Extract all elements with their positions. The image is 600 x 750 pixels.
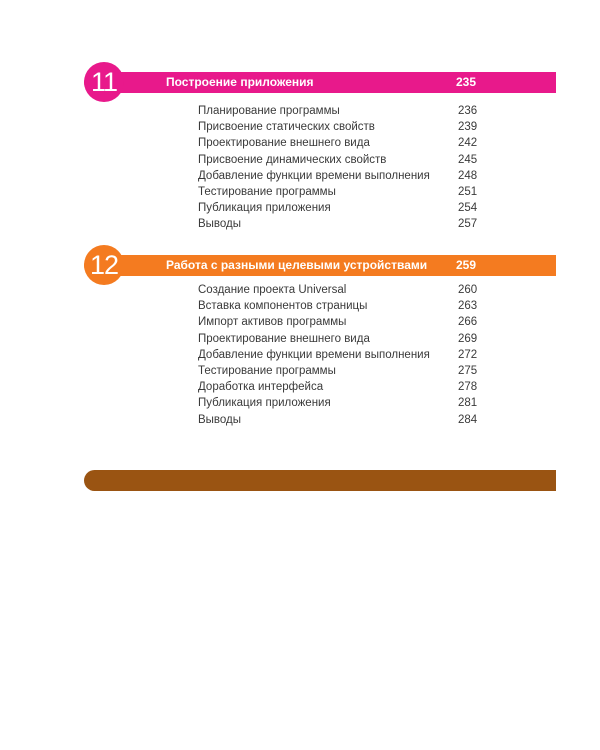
toc-entry[interactable]	[198, 168, 480, 184]
toc-entry[interactable]	[198, 395, 480, 411]
toc-entry-label: Планирование программы	[198, 105, 340, 117]
toc-entry-label: Присвоение статических свойств	[198, 121, 375, 134]
chapter-12-title[interactable]: Работа с разными целевыми устройствами	[166, 258, 428, 272]
toc-entry[interactable]	[198, 282, 480, 298]
toc-entry[interactable]	[198, 363, 480, 379]
toc-entry[interactable]	[198, 331, 480, 347]
toc-entry-page: 242	[458, 137, 478, 150]
toc-entry-label: Создание проекта Universal	[198, 284, 347, 296]
toc-entry[interactable]	[198, 216, 480, 232]
toc-entry[interactable]	[198, 200, 480, 216]
footer-bar	[84, 470, 556, 491]
toc-entry-page: 251	[458, 185, 478, 198]
toc-entry-label: Проектирование внешнего вида	[198, 137, 370, 150]
toc-entry-label: Проектирование внешнего вида	[198, 332, 370, 345]
toc-entry-page: 275	[458, 364, 478, 377]
toc-entry[interactable]	[198, 184, 480, 200]
toc-entry-page: 254	[458, 202, 478, 215]
toc-entry-page: 266	[458, 316, 478, 329]
toc-entry[interactable]	[198, 412, 480, 428]
toc-entry[interactable]	[198, 379, 480, 395]
toc-entry-label: Импорт активов программы	[198, 316, 347, 329]
toc-entry-label: Доработка интерфейса	[198, 381, 324, 394]
toc-entry[interactable]	[198, 135, 480, 151]
chapter-12-entries	[198, 282, 480, 428]
toc-entry-page: 239	[458, 121, 478, 134]
toc-entry-label: Вставка компонентов страницы	[198, 300, 368, 313]
toc-entry-label: Добавление функции времени выполнения	[198, 348, 430, 361]
chapter-12-page: 259	[456, 258, 477, 272]
toc-entry-page: 236	[458, 105, 478, 117]
chapter-11-page: 235	[456, 75, 477, 89]
toc-entry-page: 257	[458, 218, 478, 231]
toc-entry-label: Добавление функции времени выполнения	[198, 169, 430, 182]
toc-entry-label: Выводы	[198, 218, 242, 231]
toc-entry-label: Тестирование программы	[198, 185, 336, 198]
toc-entry[interactable]	[198, 152, 480, 168]
toc-entry-label: Тестирование программы	[198, 364, 336, 377]
toc-entry-page: 263	[458, 300, 478, 313]
chapter-11-title[interactable]: Построение приложения	[166, 75, 314, 89]
toc-entry-page: 281	[458, 397, 478, 410]
toc-entry-label: Публикация приложения	[198, 202, 331, 215]
toc-entry-page: 269	[458, 332, 478, 345]
toc-entry-page: 278	[458, 381, 478, 394]
toc-entry[interactable]	[198, 347, 480, 363]
chapter-12-number: 12	[89, 249, 119, 280]
toc-entry[interactable]	[198, 103, 480, 119]
toc-entry-label: Публикация приложения	[198, 397, 331, 410]
toc-entry-page: 272	[458, 348, 478, 361]
chapter-11-bar	[84, 72, 556, 93]
chapter-11-number: 11	[90, 66, 118, 97]
toc-entry-page: 284	[458, 413, 478, 426]
toc-entry-label: Выводы	[198, 413, 242, 426]
toc-entry[interactable]	[198, 298, 480, 314]
toc-entry[interactable]	[198, 314, 480, 330]
toc-entry-page: 248	[458, 169, 478, 182]
toc-entry[interactable]	[198, 119, 480, 135]
toc-entry-page: 260	[458, 284, 478, 296]
toc-entry-page: 245	[458, 153, 478, 166]
toc-entry-label: Присвоение динамических свойств	[198, 153, 387, 166]
chapter-11-entries	[198, 103, 480, 233]
chapter-11-number-badge	[84, 62, 124, 102]
chapter-12-number-badge	[84, 245, 124, 285]
